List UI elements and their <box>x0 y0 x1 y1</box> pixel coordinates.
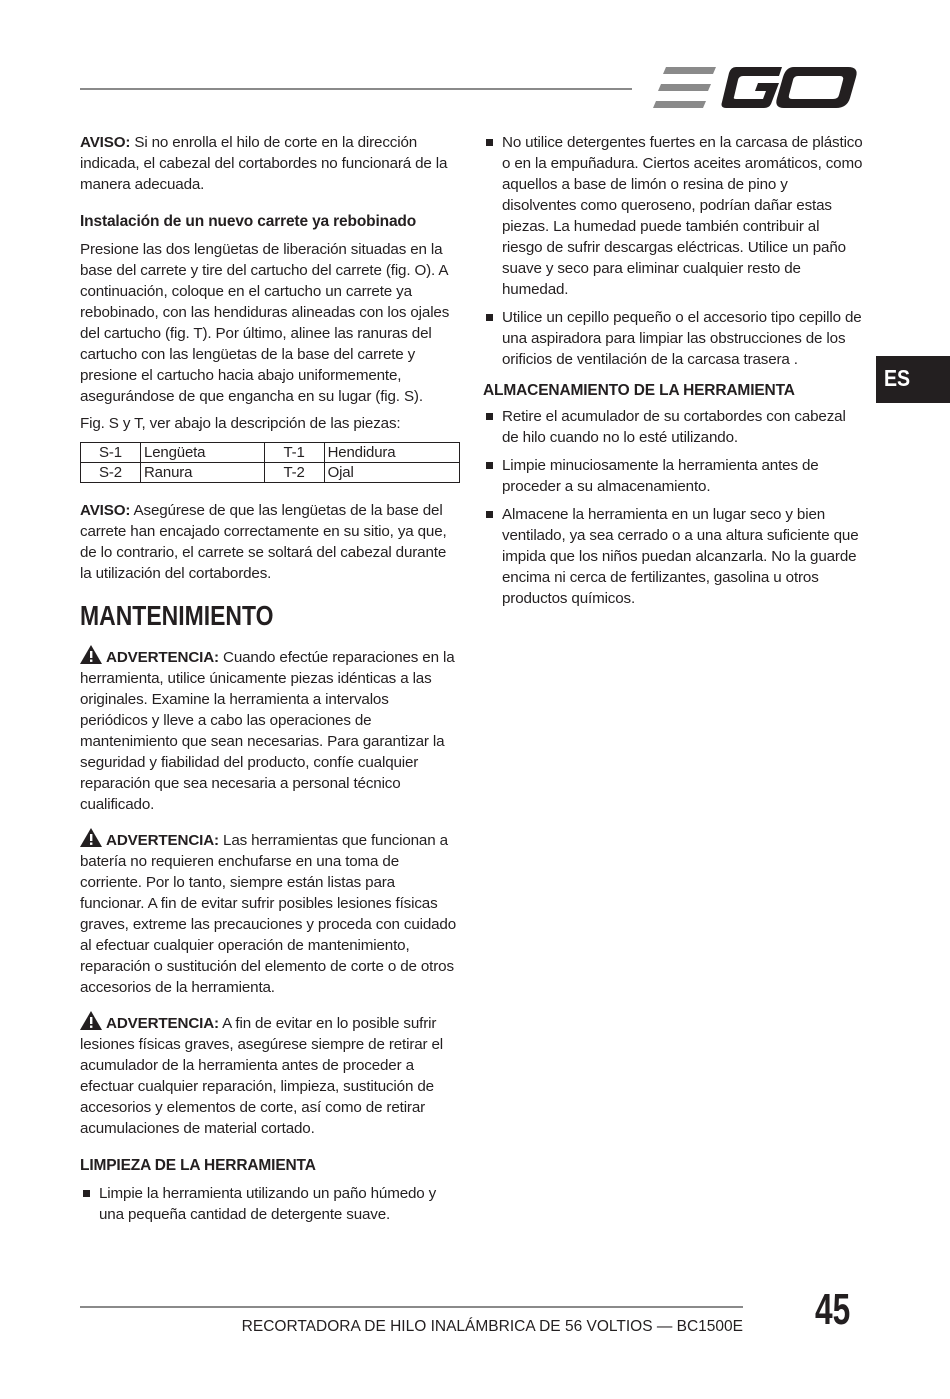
footer-rule <box>80 1306 743 1308</box>
list-item: No utilice detergentes fuertes en la carcasa de plástico o en la empuñadura. Ciertos aceites aromáticos, como aquellos a base de limón o resina de pino y disolventes como queroseno, podrían dañar estas piezas. La humedad puede también contribuir al riesgo de sufrir descargas eléctricas. Utilice un paño suave y seco para eliminar cualquier resto de humedad. <box>483 132 863 300</box>
warning-triangle-icon <box>80 1011 102 1030</box>
header-rule <box>80 88 632 90</box>
warning-label: ADVERTENCIA: <box>106 649 219 666</box>
list-item: Utilice un cepillo pequeño o el accesorio tipo cepillo de una aspiradora para limpiar las obstrucciones de los orificios de ventilación de la carcasa trasera . <box>483 307 863 370</box>
maintenance-heading: MANTENIMIENTO <box>80 600 274 631</box>
language-tab <box>876 356 950 403</box>
table-cell: Lengüeta <box>141 443 265 463</box>
install-paragraph: Presione las dos lengüetas de liberación situadas en la base del carrete y tire del cartucho del carrete (fig. O). A continuación, coloque en el cartucho un carrete ya rebobinado, con las hendiduras alineadas con los ojales del cartucho (fig. T). Por último, alinee las ranuras del cartucho con las lengüetas de la base del carrete y presione el cartucho hacia abajo uniformemente, asegurándose de que engancha en su lugar (fig. S). <box>80 241 450 405</box>
warning-text: A fin de evitar en lo posible sufrir lesiones físicas graves, asegúrese siempre de retirar el acumulador de la herramienta antes de proceder a efectuar cualquier reparación, limpieza, sustitución de accesorios y elementos de corte, así como de retirar acumulaciones de material cortado. <box>80 1015 444 1137</box>
table-row <box>81 443 460 463</box>
install-heading: Instalación de un nuevo carrete ya rebobinado <box>80 213 417 230</box>
left-column <box>80 132 460 1225</box>
cleaning-list-continued <box>483 132 863 370</box>
notice-text: Si no enrolla el hilo de corte en la dirección indicada, el cabezal del cortabordes no funcionará de la manera adecuada. <box>80 134 448 193</box>
language-tab-label: ES <box>884 365 911 391</box>
table-cell: T-2 <box>264 463 324 483</box>
table-cell: T-1 <box>264 443 324 463</box>
ego-logo <box>652 64 860 112</box>
table-cell: S-1 <box>81 443 141 463</box>
right-column <box>483 132 863 609</box>
warning-label: ADVERTENCIA: <box>106 1015 219 1032</box>
footer-title: RECORTADORA DE HILO INALÁMBRICA DE 56 VOLTIOS — BC1500E <box>241 1318 743 1335</box>
warning-label: ADVERTENCIA: <box>106 832 219 849</box>
warning-text: Las herramientas que funcionan a batería no requieren enchufarse en una toma de corriente. Por lo tanto, siempre están listas para funcionar. A fin de evitar sufrir posibles lesiones físicas graves, extreme las precauciones y proceda con cuidado al efectuar cualquier operación de mantenimiento, reparación o sustitución del elemento de corte o de otros accesorios de la herramienta. <box>80 832 457 996</box>
storage-heading: ALMACENAMIENTO DE LA HERRAMIENTA <box>483 382 795 399</box>
table-cell: Ojal <box>324 463 459 483</box>
notice-paragraph-1 <box>80 132 460 195</box>
cleaning-heading: LIMPIEZA DE LA HERRAMIENTA <box>80 1157 316 1174</box>
warning-paragraph-1 <box>80 645 460 815</box>
list-item: Retire el acumulador de su cortabordes con cabezal de hilo cuando no lo esté utilizando. <box>483 406 863 448</box>
ego-logo-graphic <box>652 64 860 112</box>
list-item: Almacene la herramienta en un lugar seco y bien ventilado, ya sea cerrado o a una altura suficiente que impida que los niños puedan alcanzarla. No la guarde encima ni cerca de fertilizantes, gasolina u otros productos químicos. <box>483 504 863 609</box>
page-number: 45 <box>815 1285 851 1334</box>
warning-paragraph-2 <box>80 828 460 998</box>
warning-triangle-icon <box>80 645 102 664</box>
table-row <box>81 463 460 483</box>
list-item: Limpie minuciosamente la herramienta antes de proceder a su almacenamiento. <box>483 455 863 497</box>
notice-paragraph-2 <box>80 500 460 584</box>
warning-paragraph-3 <box>80 1011 460 1139</box>
notice-text: Asegúrese de que las lengüetas de la base del carrete han encajado correctamente en su sitio, ya que, de lo contrario, el carrete se soltará del cabezal durante la utilización del cortabordes. <box>80 502 447 582</box>
notice-label: AVISO: <box>80 502 131 519</box>
notice-label: AVISO: <box>80 134 131 151</box>
list-item: Limpie la herramienta utilizando un paño húmedo y una pequeña cantidad de detergente suave. <box>80 1183 460 1225</box>
table-cell: Ranura <box>141 463 265 483</box>
figure-reference: Fig. S y T, ver abajo la descripción de las piezas: <box>80 415 401 432</box>
table-cell: Hendidura <box>324 443 459 463</box>
warning-text: Cuando efectúe reparaciones en la herramienta, utilice únicamente piezas idénticas a las originales. Examine la herramienta a intervalos periódicos y lleve a cabo las operaciones de mantenimiento que sean necesarias. Para garantizar la seguridad y fiabilidad del producto, confíe cualquier reparación que sea necesaria a personal técnico cualificado. <box>80 649 455 813</box>
storage-list <box>483 406 863 609</box>
warning-triangle-icon <box>80 828 102 847</box>
parts-table <box>80 442 460 483</box>
table-cell: S-2 <box>81 463 141 483</box>
cleaning-list <box>80 1183 460 1225</box>
